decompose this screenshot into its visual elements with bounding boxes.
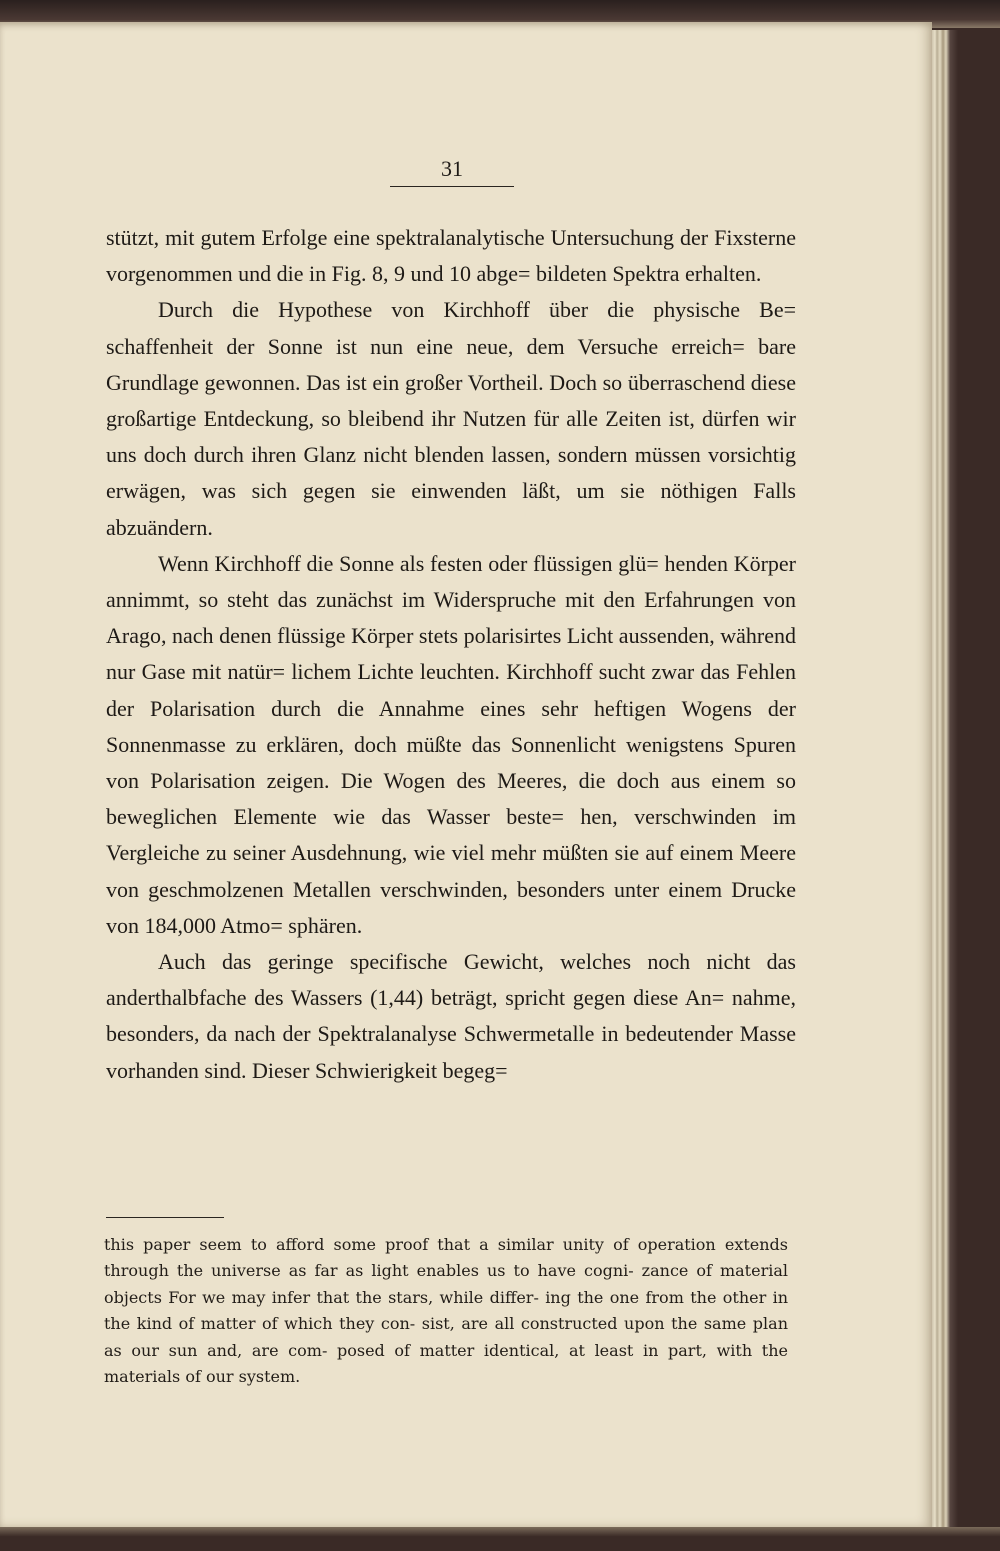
body-text [106, 220, 796, 1089]
paragraph-4: Auch das geringe specifische Gewicht, welches noch nicht das anderthalbfache des Wassers (1,44) beträgt, spricht gegen diese An= nahme, besonders, da nach der Spektralanalyse Schwermetalle in bedeutender Masse vorhanden sind. Dieser Schwierigkeit begeg= [106, 949, 796, 1083]
book-page [0, 22, 932, 1527]
book-cover-bottom-edge [0, 1527, 1000, 1551]
paragraph-2: Durch die Hypothese von Kirchhoff über die physische Be= schaffenheit der Sonne ist nun eine neue, dem Versuche erreich= bare Grundlage gewonnen. Das ist ein großer Vortheil. Doch so überraschend diese großartige Entdeckung, so bleibend ihr Nutzen für alle Zeiten ist, dürfen wir uns doch durch ihren Glanz nicht blenden lassen, sondern müssen vorsichtig erwägen, was sich gegen sie einwenden läßt, um sie nöthigen Falls abzuändern. [106, 297, 796, 540]
page-number: 31 [390, 154, 514, 187]
page-stack-edge [932, 30, 1000, 1530]
paragraph-1: stützt, mit gutem Erfolge eine spektralanalytische Untersuchung der Fixsterne vorgenommen und die in Fig. 8, 9 und 10 abge= bildeten Spektra erhalten. [106, 225, 796, 287]
footnote: this paper seem to afford some proof that a similar unity of operation extends through the universe as far as light enables us to have cogni- zance of material objects For we may infer that the stars, while differ- ing the one from the other in the kind of matter of which they con- sist, are all constructed upon the same plan as our sun and, are com- posed of matter identical, at least in part, with the materials of our system. [104, 1235, 788, 1387]
paragraph-3: Wenn Kirchhoff die Sonne als festen oder flüssigen glü= henden Körper annimmt, so steht das zunächst im Widerspruche mit den Erfahrungen von Arago, nach denen flüssige Körper stets polarisirtes Licht aussenden, während nur Gase mit natür= lichem Lichte leuchten. Kirchhoff sucht zwar das Fehlen der Polarisation durch die Annahme eines sehr heftigen Wogens der Sonnenmasse zu erklären, doch müßte das Sonnenlicht wenigstens Spuren von Polarisation zeigen. Die Wogen des Meeres, die doch aus einem so beweglichen Elemente wie das Wasser beste= hen, verschwinden im Vergleiche zu seiner Ausdehnung, wie viel mehr müßten sie auf einem Meere von geschmolzenen Metallen verschwinden, besonders unter einem Drucke von 184,000 Atmo= sphären. [106, 550, 796, 938]
footnote-rule [106, 1217, 224, 1218]
